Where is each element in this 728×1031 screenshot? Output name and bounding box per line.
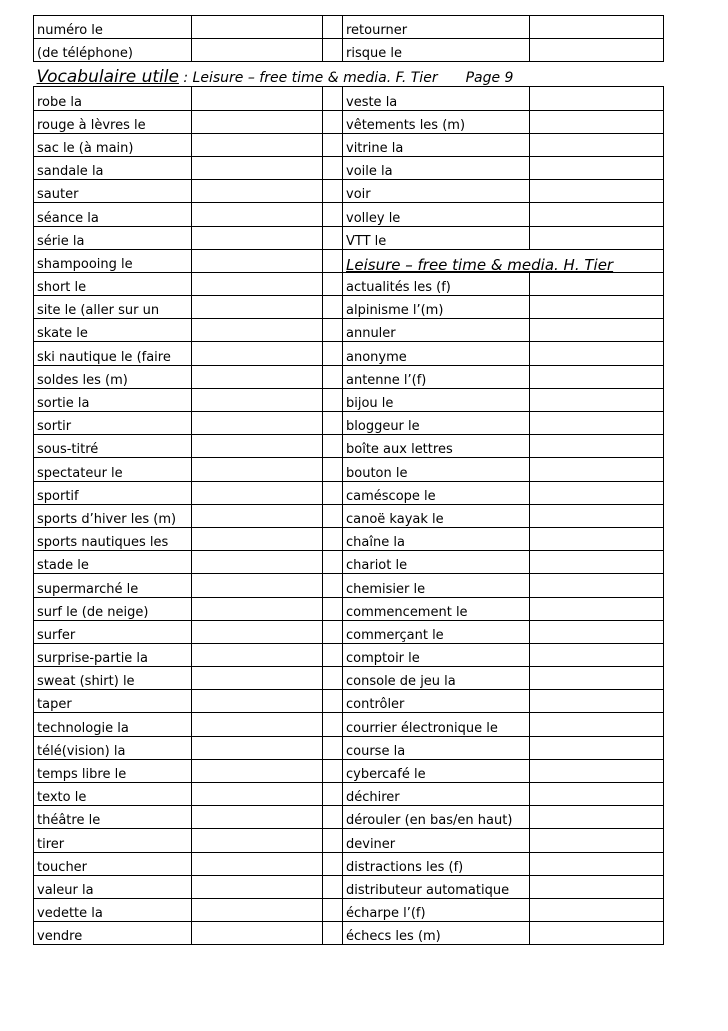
- translation-blank-cell[interactable]: [192, 458, 323, 481]
- french-word-cell: distributeur automatique: [343, 875, 530, 898]
- french-word-cell: boîte aux lettres: [343, 435, 530, 458]
- translation-blank-cell[interactable]: [192, 203, 323, 226]
- french-word-cell: valeur la: [34, 875, 192, 898]
- translation-blank-cell[interactable]: [192, 16, 323, 39]
- translation-blank-cell[interactable]: [530, 133, 664, 156]
- check-box-cell[interactable]: [323, 898, 343, 921]
- french-word-cell: shampooing le: [34, 249, 192, 272]
- french-word-cell: numéro le: [34, 16, 192, 39]
- translation-blank-cell[interactable]: [192, 435, 323, 458]
- translation-blank-cell[interactable]: [192, 759, 323, 782]
- check-box-cell[interactable]: [323, 203, 343, 226]
- check-box-cell[interactable]: [323, 922, 343, 945]
- french-word-cell: annuler: [343, 319, 530, 342]
- french-word-cell: sortir: [34, 412, 192, 435]
- check-box-cell[interactable]: [323, 342, 343, 365]
- table-row: [34, 435, 664, 458]
- title-subtitle: : Leisure – free time & media. F. Tier: [178, 70, 438, 87]
- table-row: [34, 412, 664, 435]
- check-box-cell[interactable]: [323, 875, 343, 898]
- translation-blank-cell[interactable]: [192, 156, 323, 179]
- french-word-cell: caméscope le: [343, 481, 530, 504]
- table-row: [34, 87, 664, 110]
- translation-blank-cell[interactable]: [530, 342, 664, 365]
- translation-blank-cell[interactable]: [530, 713, 664, 736]
- check-box-cell[interactable]: [323, 713, 343, 736]
- translation-blank-cell[interactable]: [192, 527, 323, 550]
- french-word-cell: vendre: [34, 922, 192, 945]
- translation-blank-cell[interactable]: [192, 226, 323, 249]
- translation-blank-cell[interactable]: [192, 412, 323, 435]
- table-row: [34, 110, 664, 133]
- table-row: [34, 458, 664, 481]
- translation-blank-cell[interactable]: [530, 551, 664, 574]
- french-word-cell: ski nautique le (faire: [34, 342, 192, 365]
- french-word-cell: site le (aller sur un: [34, 296, 192, 319]
- translation-blank-cell[interactable]: [192, 365, 323, 388]
- french-word-cell: dérouler (en bas/en haut): [343, 806, 530, 829]
- french-word-cell: voile la: [343, 156, 530, 179]
- translation-blank-cell[interactable]: [530, 319, 664, 342]
- page-title-row: [34, 62, 664, 87]
- table-row: [34, 852, 664, 875]
- check-box-cell[interactable]: [323, 388, 343, 411]
- translation-blank-cell[interactable]: [530, 574, 664, 597]
- french-word-cell: rouge à lèvres le: [34, 110, 192, 133]
- french-word-cell: comptoir le: [343, 643, 530, 666]
- french-word-cell: skate le: [34, 319, 192, 342]
- french-word-cell: tirer: [34, 829, 192, 852]
- french-word-cell: vedette la: [34, 898, 192, 921]
- check-box-cell[interactable]: [323, 110, 343, 133]
- table-row: [34, 388, 664, 411]
- french-word-cell: théâtre le: [34, 806, 192, 829]
- translation-blank-cell[interactable]: [192, 620, 323, 643]
- translation-blank-cell[interactable]: [192, 736, 323, 759]
- translation-blank-cell[interactable]: [192, 388, 323, 411]
- french-word-cell: course la: [343, 736, 530, 759]
- table-row: [34, 736, 664, 759]
- translation-blank-cell[interactable]: [530, 365, 664, 388]
- french-word-cell: chaîne la: [343, 527, 530, 550]
- table-row: [34, 667, 664, 690]
- french-word-cell: surprise-partie la: [34, 643, 192, 666]
- page-title: [34, 62, 664, 87]
- check-box-cell[interactable]: [323, 16, 343, 39]
- check-box-cell[interactable]: [323, 226, 343, 249]
- translation-blank-cell[interactable]: [530, 435, 664, 458]
- french-word-cell: sortie la: [34, 388, 192, 411]
- check-box-cell[interactable]: [323, 759, 343, 782]
- check-box-cell[interactable]: [323, 319, 343, 342]
- check-box-cell[interactable]: [323, 667, 343, 690]
- table-row: [34, 180, 664, 203]
- table-row: [34, 203, 664, 226]
- table-row: [34, 319, 664, 342]
- french-word-cell: commencement le: [343, 597, 530, 620]
- check-box-cell[interactable]: [323, 156, 343, 179]
- section-heading-label: Leisure – free time & media. H. Tier: [346, 255, 614, 273]
- table-row: [34, 342, 664, 365]
- table-row: [34, 481, 664, 504]
- translation-blank-cell[interactable]: [530, 898, 664, 921]
- translation-blank-cell[interactable]: [530, 156, 664, 179]
- translation-blank-cell[interactable]: [530, 458, 664, 481]
- check-box-cell[interactable]: [323, 527, 343, 550]
- french-word-cell: taper: [34, 690, 192, 713]
- translation-blank-cell[interactable]: [530, 180, 664, 203]
- check-box-cell[interactable]: [323, 736, 343, 759]
- translation-blank-cell[interactable]: [530, 759, 664, 782]
- check-box-cell[interactable]: [323, 643, 343, 666]
- french-word-cell: canoë kayak le: [343, 504, 530, 527]
- french-word-cell: sac le (à main): [34, 133, 192, 156]
- french-word-cell: (de téléphone): [34, 39, 192, 62]
- french-word-cell: contrôler: [343, 690, 530, 713]
- check-box-cell[interactable]: [323, 783, 343, 806]
- table-row: [34, 39, 664, 62]
- french-word-cell: sportif: [34, 481, 192, 504]
- french-word-cell: surf le (de neige): [34, 597, 192, 620]
- french-word-cell: sauter: [34, 180, 192, 203]
- check-box-cell[interactable]: [323, 87, 343, 110]
- translation-blank-cell[interactable]: [530, 87, 664, 110]
- translation-blank-cell[interactable]: [530, 412, 664, 435]
- french-word-cell: VTT le: [343, 226, 530, 249]
- french-word-cell: chemisier le: [343, 574, 530, 597]
- french-word-cell: veste la: [343, 87, 530, 110]
- translation-blank-cell[interactable]: [192, 319, 323, 342]
- french-word-cell: toucher: [34, 852, 192, 875]
- translation-blank-cell[interactable]: [530, 388, 664, 411]
- translation-blank-cell[interactable]: [192, 180, 323, 203]
- translation-blank-cell[interactable]: [192, 713, 323, 736]
- table-row: [34, 133, 664, 156]
- check-box-cell[interactable]: [323, 620, 343, 643]
- check-box-cell[interactable]: [323, 249, 343, 272]
- check-box-cell[interactable]: [323, 458, 343, 481]
- french-word-cell: voir: [343, 180, 530, 203]
- page-number: Page 9: [465, 70, 514, 87]
- translation-blank-cell[interactable]: [192, 898, 323, 921]
- check-box-cell[interactable]: [323, 272, 343, 295]
- french-word-cell: deviner: [343, 829, 530, 852]
- translation-blank-cell[interactable]: [530, 922, 664, 945]
- french-word-cell: commerçant le: [343, 620, 530, 643]
- check-box-cell[interactable]: [323, 806, 343, 829]
- french-word-cell: sports d’hiver les (m): [34, 504, 192, 527]
- translation-blank-cell[interactable]: [530, 736, 664, 759]
- french-word-cell: sweat (shirt) le: [34, 667, 192, 690]
- translation-blank-cell[interactable]: [192, 597, 323, 620]
- translation-blank-cell[interactable]: [192, 922, 323, 945]
- table-row: [34, 249, 664, 272]
- check-box-cell[interactable]: [323, 296, 343, 319]
- vocabulary-table-body: [34, 16, 664, 945]
- french-word-cell: texto le: [34, 783, 192, 806]
- french-word-cell: supermarché le: [34, 574, 192, 597]
- section-heading: [343, 249, 664, 272]
- table-row: [34, 597, 664, 620]
- table-row: [34, 898, 664, 921]
- table-row: [34, 574, 664, 597]
- french-word-cell: série la: [34, 226, 192, 249]
- french-word-cell: temps libre le: [34, 759, 192, 782]
- table-row: [34, 643, 664, 666]
- table-row: [34, 829, 664, 852]
- french-word-cell: risque le: [343, 39, 530, 62]
- table-row: [34, 922, 664, 945]
- translation-blank-cell[interactable]: [192, 574, 323, 597]
- french-word-cell: retourner: [343, 16, 530, 39]
- check-box-cell[interactable]: [323, 597, 343, 620]
- translation-blank-cell[interactable]: [192, 690, 323, 713]
- translation-blank-cell[interactable]: [530, 272, 664, 295]
- translation-blank-cell[interactable]: [530, 39, 664, 62]
- table-row: [34, 713, 664, 736]
- table-row: [34, 690, 664, 713]
- translation-blank-cell[interactable]: [530, 620, 664, 643]
- table-row: [34, 759, 664, 782]
- table-row: [34, 365, 664, 388]
- translation-blank-cell[interactable]: [530, 806, 664, 829]
- french-word-cell: courrier électronique le: [343, 713, 530, 736]
- french-word-cell: anonyme: [343, 342, 530, 365]
- table-row: [34, 272, 664, 295]
- french-word-cell: spectateur le: [34, 458, 192, 481]
- translation-blank-cell[interactable]: [192, 643, 323, 666]
- table-row: [34, 504, 664, 527]
- translation-blank-cell[interactable]: [530, 110, 664, 133]
- french-word-cell: écharpe l’(f): [343, 898, 530, 921]
- check-box-cell[interactable]: [323, 412, 343, 435]
- french-word-cell: bouton le: [343, 458, 530, 481]
- table-row: [34, 226, 664, 249]
- translation-blank-cell[interactable]: [192, 272, 323, 295]
- translation-blank-cell[interactable]: [192, 806, 323, 829]
- table-row: [34, 296, 664, 319]
- french-word-cell: déchirer: [343, 783, 530, 806]
- table-row: [34, 806, 664, 829]
- french-word-cell: robe la: [34, 87, 192, 110]
- translation-blank-cell[interactable]: [192, 133, 323, 156]
- french-word-cell: sandale la: [34, 156, 192, 179]
- translation-blank-cell[interactable]: [530, 481, 664, 504]
- french-word-cell: technologie la: [34, 713, 192, 736]
- table-row: [34, 156, 664, 179]
- translation-blank-cell[interactable]: [530, 16, 664, 39]
- translation-blank-cell[interactable]: [530, 296, 664, 319]
- check-box-cell[interactable]: [323, 481, 343, 504]
- vocabulary-table: [33, 15, 664, 945]
- french-word-cell: surfer: [34, 620, 192, 643]
- table-row: [34, 620, 664, 643]
- translation-blank-cell[interactable]: [192, 342, 323, 365]
- table-row: [34, 875, 664, 898]
- translation-blank-cell[interactable]: [192, 39, 323, 62]
- translation-blank-cell[interactable]: [192, 249, 323, 272]
- translation-blank-cell[interactable]: [530, 783, 664, 806]
- french-word-cell: séance la: [34, 203, 192, 226]
- check-box-cell[interactable]: [323, 435, 343, 458]
- table-row: [34, 551, 664, 574]
- table-row: [34, 527, 664, 550]
- table-row: [34, 16, 664, 39]
- table-row: [34, 783, 664, 806]
- french-word-cell: volley le: [343, 203, 530, 226]
- translation-blank-cell[interactable]: [192, 87, 323, 110]
- translation-blank-cell[interactable]: [192, 110, 323, 133]
- french-word-cell: soldes les (m): [34, 365, 192, 388]
- translation-blank-cell[interactable]: [192, 783, 323, 806]
- check-box-cell[interactable]: [323, 829, 343, 852]
- translation-blank-cell[interactable]: [530, 597, 664, 620]
- translation-blank-cell[interactable]: [530, 504, 664, 527]
- translation-blank-cell[interactable]: [192, 829, 323, 852]
- french-word-cell: antenne l’(f): [343, 365, 530, 388]
- check-box-cell[interactable]: [323, 574, 343, 597]
- translation-blank-cell[interactable]: [530, 203, 664, 226]
- french-word-cell: short le: [34, 272, 192, 295]
- french-word-cell: distractions les (f): [343, 852, 530, 875]
- translation-blank-cell[interactable]: [192, 852, 323, 875]
- check-box-cell[interactable]: [323, 39, 343, 62]
- translation-blank-cell[interactable]: [530, 829, 664, 852]
- translation-blank-cell[interactable]: [192, 667, 323, 690]
- french-word-cell: actualités les (f): [343, 272, 530, 295]
- translation-blank-cell[interactable]: [530, 667, 664, 690]
- translation-blank-cell[interactable]: [530, 643, 664, 666]
- french-word-cell: console de jeu la: [343, 667, 530, 690]
- french-word-cell: alpinisme l’(m): [343, 296, 530, 319]
- french-word-cell: chariot le: [343, 551, 530, 574]
- check-box-cell[interactable]: [323, 852, 343, 875]
- translation-blank-cell[interactable]: [530, 527, 664, 550]
- check-box-cell[interactable]: [323, 690, 343, 713]
- translation-blank-cell[interactable]: [192, 875, 323, 898]
- translation-blank-cell[interactable]: [530, 852, 664, 875]
- translation-blank-cell[interactable]: [530, 875, 664, 898]
- check-box-cell[interactable]: [323, 365, 343, 388]
- translation-blank-cell[interactable]: [192, 296, 323, 319]
- french-word-cell: bijou le: [343, 388, 530, 411]
- french-word-cell: sports nautiques les: [34, 527, 192, 550]
- translation-blank-cell[interactable]: [530, 226, 664, 249]
- check-box-cell[interactable]: [323, 551, 343, 574]
- check-box-cell[interactable]: [323, 504, 343, 527]
- french-word-cell: bloggeur le: [343, 412, 530, 435]
- translation-blank-cell[interactable]: [530, 690, 664, 713]
- translation-blank-cell[interactable]: [192, 551, 323, 574]
- french-word-cell: vêtements les (m): [343, 110, 530, 133]
- translation-blank-cell[interactable]: [192, 481, 323, 504]
- french-word-cell: stade le: [34, 551, 192, 574]
- french-word-cell: cybercafé le: [343, 759, 530, 782]
- translation-blank-cell[interactable]: [192, 504, 323, 527]
- french-word-cell: échecs les (m): [343, 922, 530, 945]
- french-word-cell: télé(vision) la: [34, 736, 192, 759]
- title-main: Vocabulaire utile: [36, 67, 179, 87]
- french-word-cell: vitrine la: [343, 133, 530, 156]
- check-box-cell[interactable]: [323, 180, 343, 203]
- check-box-cell[interactable]: [323, 133, 343, 156]
- french-word-cell: sous-titré: [34, 435, 192, 458]
